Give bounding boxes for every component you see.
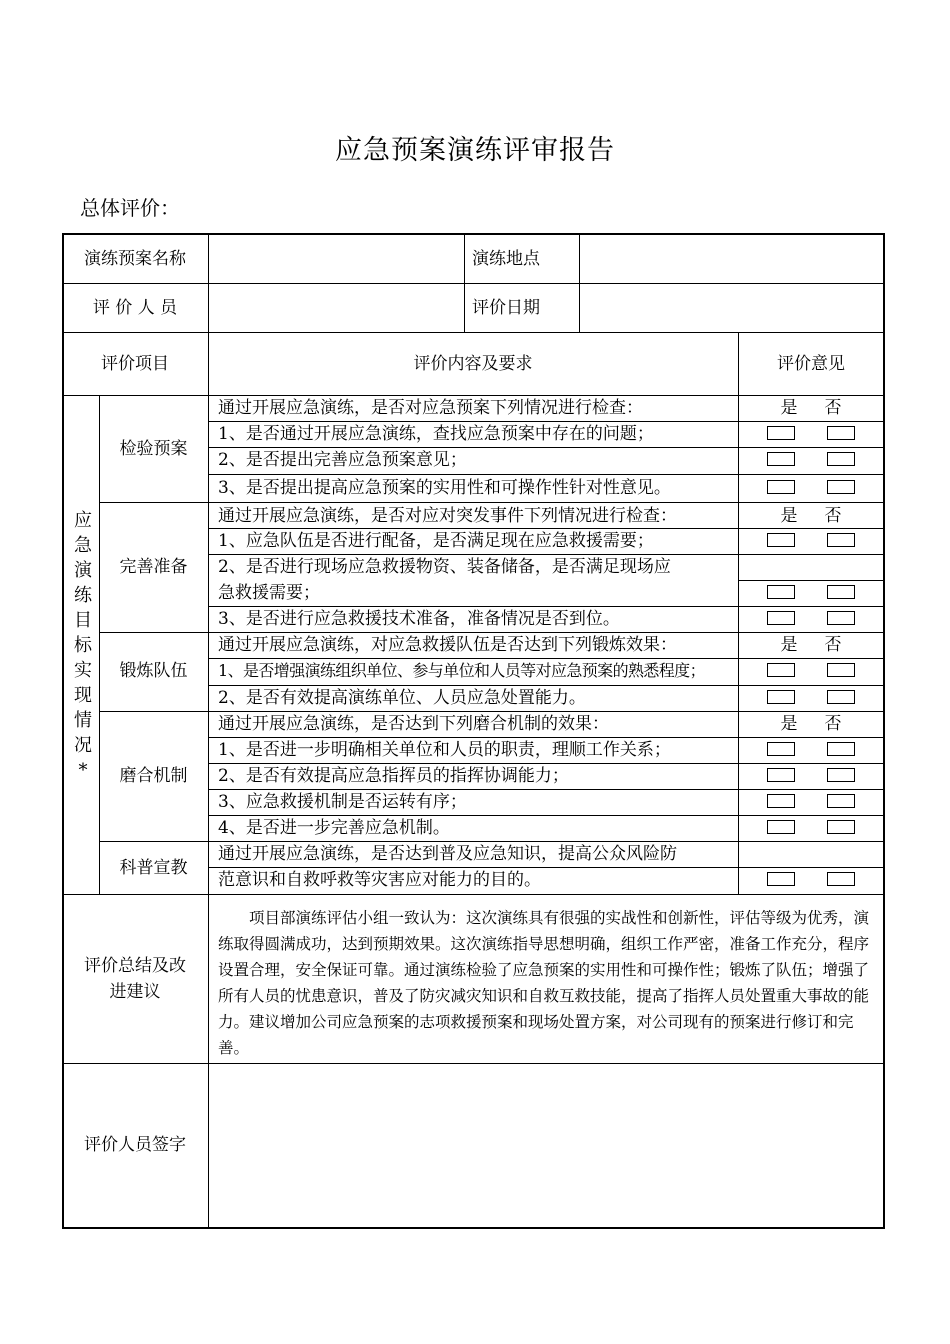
yes-checkbox[interactable] (767, 426, 795, 440)
criteria-row: 2、是否提出完善应急预案意见； (218, 450, 467, 470)
criteria-row: 通过开展应急演练，是否达到下列磨合机制的效果： (218, 714, 609, 734)
yes-checkbox[interactable] (767, 452, 795, 466)
yes-checkbox[interactable] (767, 768, 795, 782)
yes-checkbox[interactable] (767, 742, 795, 756)
criteria-row: 急救援需要； (218, 583, 320, 603)
no-checkbox[interactable] (827, 426, 855, 440)
table-rule (62, 283, 885, 284)
summary-text: 项目部演练评估小组一致认为：这次演练具有很强的实战性和创新性，评估等级为优秀，演练取得圆满成功，达到预期效果。这次演练指导思想明确，组织工作严密，准备工作充分，程序设置合理，安全保证可靠。通过演练检验了应急预案的实用性和可操作性；锻炼了队伍；增强了所有人员的忧患意识，普及了防灾减灾知识和自救互救技能，提高了指挥人员处置重大事故的能力。建议增加公司应急预案的志项救援预案和现场处置方案，对公司现有的预案进行修订和完善。 (218, 909, 870, 1057)
no-label: 否 (824, 506, 842, 526)
criteria-row: 1、是否通过开展应急演练，查找应急预案中存在的问题； (218, 424, 654, 444)
summary-label: 评价总结及改进建议 (84, 956, 186, 1002)
yes-checkbox[interactable] (767, 533, 795, 547)
checkbox-pair (738, 475, 884, 501)
no-checkbox[interactable] (827, 663, 855, 677)
yes-checkbox[interactable] (767, 611, 795, 625)
criteria-row: 3、是否提出提高应急预案的实用性和可操作性针对性意见。 (218, 478, 671, 498)
no-checkbox[interactable] (827, 585, 855, 599)
section-label-vertical: 应急演练目标实现情况* (74, 510, 92, 781)
checkbox-pair (738, 737, 884, 763)
no-checkbox[interactable] (827, 452, 855, 466)
page-title: 应急预案演练评审报告 (335, 135, 615, 166)
table-rule (62, 332, 885, 333)
no-checkbox[interactable] (827, 690, 855, 704)
criteria-row: 2、是否进行现场应急救援物资、装备储备，是否满足现场应 (218, 557, 671, 577)
yes-label: 是 (780, 714, 798, 734)
no-checkbox[interactable] (827, 768, 855, 782)
group-name: 检验预案 (119, 439, 188, 459)
column-header-opinion: 评价意见 (777, 354, 845, 374)
no-checkbox[interactable] (827, 820, 855, 834)
no-checkbox[interactable] (827, 611, 855, 625)
date-label: 评价日期 (472, 298, 540, 318)
criteria-row: 1、应急队伍是否进行配备，是否满足现在应急救援需要； (218, 531, 654, 551)
yes-no-header (738, 711, 884, 737)
no-label: 否 (824, 398, 842, 418)
yes-checkbox[interactable] (767, 663, 795, 677)
no-label: 否 (824, 635, 842, 655)
no-checkbox[interactable] (827, 742, 855, 756)
criteria-row: 通过开展应急演练，是否对应急预案下列情况进行检查： (218, 398, 643, 418)
signature-label: 评价人员签字 (84, 1135, 186, 1155)
checkbox-pair (738, 815, 884, 841)
yes-label: 是 (780, 506, 798, 526)
no-checkbox[interactable] (827, 872, 855, 886)
criteria-row: 2、是否有效提高演练单位、人员应急处置能力。 (218, 688, 586, 708)
yes-label: 是 (780, 635, 798, 655)
no-label: 否 (824, 714, 842, 734)
checkbox-pair (738, 580, 884, 606)
yes-no-header (738, 503, 884, 529)
column-header-item: 评价项目 (101, 354, 169, 374)
evaluator-label: 评 价 人 员 (92, 298, 178, 318)
yes-checkbox[interactable] (767, 585, 795, 599)
plan-name-label: 演练预案名称 (84, 249, 186, 269)
checkbox-pair (738, 421, 884, 447)
criteria-row: 范意识和自救呼救等灾害应对能力的目的。 (218, 870, 541, 890)
no-checkbox[interactable] (827, 794, 855, 808)
criteria-row: 通过开展应急演练，是否对应对突发事件下列情况进行检查： (218, 506, 677, 526)
criteria-row: 1、是否进一步明确相关单位和人员的职责，理顺工作关系； (218, 740, 671, 760)
group-name: 磨合机制 (119, 766, 188, 786)
criteria-row: 通过开展应急演练，是否达到普及应急知识，提高公众风险防 (218, 844, 677, 864)
column-header-content: 评价内容及要求 (413, 354, 533, 374)
yes-checkbox[interactable] (767, 480, 795, 494)
group-name: 科普宣教 (119, 858, 188, 878)
criteria-row: 4、是否进一步完善应急机制。 (218, 818, 450, 838)
no-checkbox[interactable] (827, 533, 855, 547)
no-checkbox[interactable] (827, 480, 855, 494)
checkbox-pair (738, 867, 884, 893)
checkbox-pair (738, 528, 884, 554)
table-rule (62, 894, 885, 895)
checkbox-pair (738, 658, 884, 684)
yes-checkbox[interactable] (767, 872, 795, 886)
checkbox-pair (738, 789, 884, 815)
criteria-row: 1、是否增强演练组织单位、参与单位和人员等对应急预案的熟悉程度； (218, 661, 705, 680)
checkbox-pair (738, 447, 884, 473)
criteria-row: 3、是否进行应急救援技术准备，准备情况是否到位。 (218, 609, 620, 629)
yes-no-header (738, 395, 884, 421)
checkbox-pair (738, 606, 884, 632)
criteria-row: 3、应急救援机制是否运转有序； (218, 792, 467, 812)
criteria-row: 通过开展应急演练，对应急救援队伍是否达到下列锻炼效果： (218, 635, 677, 655)
yes-no-header (738, 632, 884, 658)
checkbox-pair (738, 685, 884, 711)
location-label: 演练地点 (472, 249, 540, 269)
group-name: 锻炼队伍 (119, 661, 188, 681)
overall-evaluation-label: 总体评价： (80, 196, 180, 220)
yes-checkbox[interactable] (767, 794, 795, 808)
table-rule (62, 1063, 885, 1064)
yes-checkbox[interactable] (767, 690, 795, 704)
yes-label: 是 (780, 398, 798, 418)
yes-checkbox[interactable] (767, 820, 795, 834)
checkbox-pair (738, 763, 884, 789)
criteria-row: 2、是否有效提高应急指挥员的指挥协调能力； (218, 766, 569, 786)
group-name: 完善准备 (119, 557, 188, 577)
